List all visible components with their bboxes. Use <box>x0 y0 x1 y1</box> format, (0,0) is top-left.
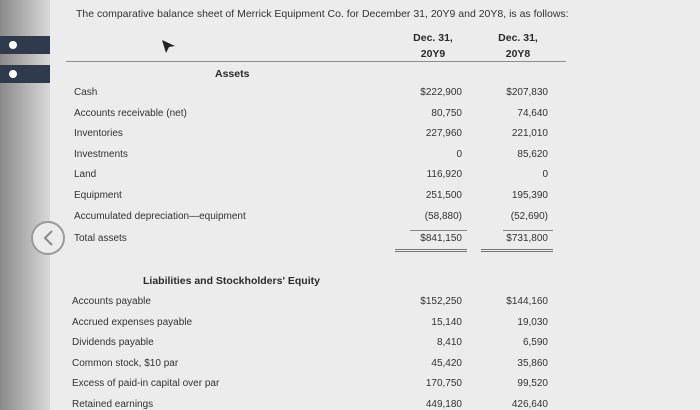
value-20y8: 221,010 <box>511 128 548 139</box>
value-20y9: 45,420 <box>431 358 462 369</box>
back-button[interactable] <box>31 221 65 255</box>
value-20y8: 74,640 <box>517 108 548 119</box>
value-20y9: 80,750 <box>431 108 462 119</box>
row-label: Accumulated depreciation—equipment <box>74 211 246 222</box>
header-rule <box>66 61 566 62</box>
sidebar-item-2[interactable] <box>0 65 50 83</box>
value-20y9: 0 <box>456 149 462 160</box>
left-sidebar-strip <box>0 0 50 410</box>
intro-text: The comparative balance sheet of Merrick Equipment Co. for December 31, 20Y9 and 20Y8, is as follows: <box>76 8 569 20</box>
value-20y8: $144,160 <box>506 296 548 307</box>
value-20y9: 227,960 <box>425 128 462 139</box>
column-header-line2: 20Y8 <box>505 48 531 60</box>
row-label: Inventories <box>74 128 123 139</box>
row-label-total: Total assets <box>74 233 127 244</box>
value-20y9: 170,750 <box>425 378 462 389</box>
row-label: Common stock, $10 par <box>72 358 179 369</box>
row-label: Equipment <box>74 190 122 201</box>
row-label: Land <box>74 169 97 180</box>
row-label: Retained earnings <box>72 399 154 410</box>
column-header-20y9 <box>398 30 468 62</box>
value-20y9: 251,500 <box>425 190 462 201</box>
value-20y8: 426,640 <box>511 399 548 410</box>
value-20y8: $207,830 <box>506 87 548 98</box>
column-header-20y8 <box>483 30 553 62</box>
value-20y9: 116,920 <box>426 169 462 180</box>
total-value-20y9: $841,150 <box>420 233 462 244</box>
value-20y8: 195,390 <box>511 190 548 201</box>
column-header-line2: 20Y9 <box>420 48 446 60</box>
value-20y9: $222,900 <box>420 87 462 98</box>
row-label: Accounts payable <box>72 296 151 307</box>
column-header-line1: Dec. 31, <box>413 32 453 44</box>
sidebar-dot-icon <box>9 70 17 78</box>
row-label: Investments <box>74 149 128 160</box>
row-label: Excess of paid-in capital over par <box>72 378 220 389</box>
row-label: Accrued expenses payable <box>72 317 193 328</box>
value-20y8: 99,520 <box>517 378 548 389</box>
subtotal-rule <box>410 230 467 231</box>
double-underline <box>481 249 553 252</box>
value-20y8: 35,860 <box>517 358 548 369</box>
row-label: Accounts receivable (net) <box>74 108 187 119</box>
total-value-20y8: $731,800 <box>506 233 548 244</box>
value-20y9: 8,410 <box>436 337 462 348</box>
value-20y8: 85,620 <box>517 149 548 160</box>
value-20y8: 6,590 <box>522 337 548 348</box>
mouse-pointer-icon <box>161 38 177 56</box>
value-20y9: (58,880) <box>424 211 462 222</box>
chevron-left-icon <box>40 229 58 247</box>
value-20y9: 15,140 <box>431 317 462 328</box>
value-20y8: 19,030 <box>517 317 548 328</box>
row-label: Dividends payable <box>72 337 154 348</box>
column-header-line1: Dec. 31, <box>498 32 538 44</box>
value-20y8: 0 <box>542 169 548 180</box>
sidebar-dot-icon <box>9 41 17 49</box>
liabilities-heading: Liabilities and Stockholders' Equity <box>143 275 320 287</box>
sidebar-item-1[interactable] <box>0 36 50 54</box>
value-20y9: 449,180 <box>425 399 462 410</box>
double-underline <box>395 249 467 252</box>
value-20y9: $152,250 <box>420 296 462 307</box>
assets-heading: Assets <box>215 68 250 80</box>
row-label: Cash <box>74 87 98 98</box>
subtotal-rule <box>503 230 553 231</box>
value-20y8: (52,690) <box>510 211 548 222</box>
